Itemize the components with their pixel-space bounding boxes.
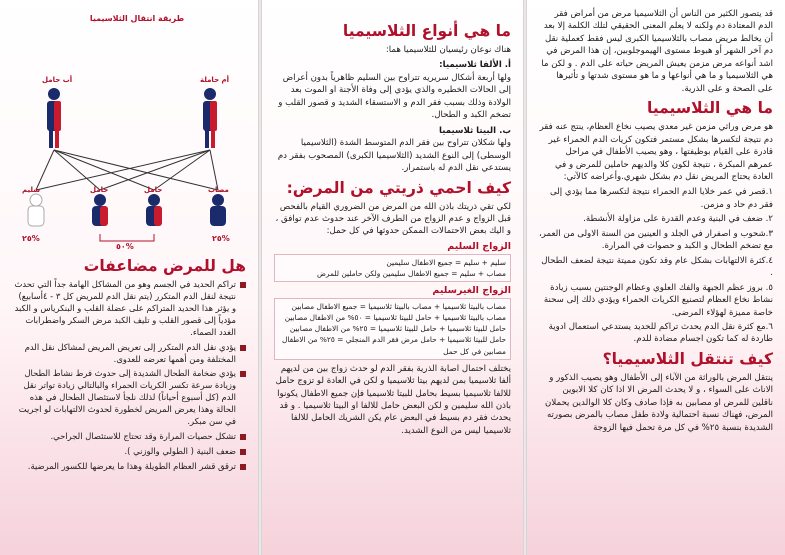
mother-figure bbox=[203, 88, 217, 148]
pct-healthy: ٢٥% bbox=[22, 234, 40, 243]
intro-text: قد يتصور الكثير من الناس أن الثلاسيميا مرض من أمراض فقر الدم المعتادة دم ولكنه لا يعلم المعنى الحقيقي لتلك الكلمة إلا بعد أن يخالط مريض مصاب بالثلاسيميا الكبرى ليس فقط كعملية نقل دم آخر الشهر أو هبوط مستوى الهيموجلوبين، إن هذا المرض في اشد أنواعه مرض مزمن يعيش المريض حياته على الدم . و لكن ما هي الثلاسيميا و ما هي أنواعها و ما هو مستوى شدتها و تأثيرها على الصحة و على الذرية. bbox=[541, 9, 773, 94]
father-label: أب حامل bbox=[42, 76, 73, 84]
beta-heading: ب. البيتا ثلاسيميا bbox=[438, 125, 511, 136]
middle-panel bbox=[262, 0, 523, 555]
father-figure bbox=[47, 88, 61, 148]
types-title: ما هي أنواع الثلاسيميا bbox=[342, 22, 511, 40]
unhealthy-marriage-box bbox=[274, 298, 511, 360]
child-healthy bbox=[28, 194, 44, 226]
what-is-title: ما هي الثلاسيميا bbox=[647, 99, 773, 118]
alpha-text: ولها أربعة أشكال سريريه تتراوح بين السليم ظاهرياً بدون أعراض إلى الحالات الخطيره والذي يؤدي إلى وفاة الأجنة او الموت بعد الولادة وذلك بسبب فقر الدم و الاستسقاء الشديد و قصور القلب و تضخم الكبد و الطحال. bbox=[278, 72, 511, 121]
inheritance-diagram bbox=[12, 8, 246, 253]
pct-carrier: ٥٠% bbox=[116, 242, 134, 251]
complications-title: هل للمرض مضاعفات bbox=[83, 257, 246, 275]
complication-item: تشكل حصيات المرارة وقد تحتاج للاستئصال الجراحي. bbox=[12, 431, 246, 443]
symptom-item: ٢. ضعف في البنية وعدم القدرة على مزاولة الأنشطة. bbox=[583, 214, 773, 225]
symptom-item: ٣.شحوب و اصفرار في الجلد و العينين من السنة الاولى من العمر، مع تضخم الطحال و الكبد و حصوات في المرارة. bbox=[539, 228, 773, 252]
unhealthy-line: مصاب بالبيتا ثلاسيميا + حامل للبيتا ثلاسيميا = ٥٠% من الاطفال مصابين bbox=[284, 313, 506, 323]
unhealthy-line: مصاب بالبيتا ثلاسيميا + مصاب بالبيتا ثلاسيميا = جميع الاطفال مصابين bbox=[291, 302, 506, 312]
transmission-text: ينتقل المرض بالوراثة من الآباء إلى الأطفال وهو يصيب الذكور و الاناث على السواء ، و لا يحدث المرض الا اذا كان كلا الابوين ناقلين للمرض او مصابين به فإذا صادف وكان كلا الوالدين يحملان المرض، فهناك نسبة احتمالية ولادة طفل مصاب بالمرض بصورته الشديدة بنسبة ٢٥% في كل مرة تحمل فيها الزوجة bbox=[545, 372, 773, 433]
protect-closing: يختلف احتمال اصابة الذرية بفقر الدم لو حدث زواج بين من لديهم ألفا ثلاسيميا بمن لديهم بيتا ثلاسيميا و لكن في العادة لو تزوج حامل للالفا ثلاسيميا بسيط بحامل للبيتا ثلاسيميا فإن جميع الاطفال يكونوا باذن الله سليمين و لكن البعض حامل للالفا او البيتا ثلاسيميا . و قد يحدث فقر دم بسيط في البعض عام يكن الشريك الحامل للالفا ثلاسيميا ليس من النوع الشديد. bbox=[275, 363, 511, 436]
what-is-text: هو مرض وراثي مزمن غير معدي يصيب نخاع العظام، ينتج عنه فقر دم نتيجة لتكسرها بشكل مستمر فتكون كريات الدم الحمراء غير قادرة على القيام بوظيفتها ، وهو يصيب الأطفال في مراحل عمرهم المبكرة ، نتيجة لكون كلا والديهم حاملين للمرض و في العادة يحتاج المريض نقل دم بشكل شهري.وأعراضه كالآتي: bbox=[539, 122, 773, 182]
healthy-marriage-heading: الزواج السليم bbox=[447, 240, 511, 252]
diagram-graphic bbox=[12, 8, 258, 253]
left-panel bbox=[0, 0, 258, 555]
healthy-line: مصاب + سليم = جميع الاطفال سليمين ولكن حاملين للمرض bbox=[316, 269, 506, 278]
healthy-line: سليم + سليم = جميع الاطفال سليمين bbox=[386, 257, 506, 267]
complication-item: ضعف البنية ( الطولي والوزني ). bbox=[12, 446, 246, 458]
pct-affected: ٢٥% bbox=[212, 234, 230, 243]
right-panel bbox=[527, 0, 785, 555]
protect-title: كيف احمي ذريتي من المرض: bbox=[286, 178, 511, 197]
child-label-3: حامل bbox=[144, 186, 163, 194]
unhealthy-marriage-heading: الزواج الغيرسليم bbox=[432, 285, 511, 297]
protect-text: لكي تقي ذريتك باذن الله من المرض من الضروري القيام بالفحص قبل الزواج و عدم الزواج من الطرف الآخر عند حدوث عدم توافق ، و اليك بعض الاحتمالات الممكن حدوثها في كل حمل: bbox=[275, 201, 511, 237]
beta-text: ولها شكلان تتراوح بين فقر الدم المتوسط الشدة (الثلاسيميا الوسطى) إلى النوع الشديد (الثلاسيميا الكبرى) المصحوب بفقر دم يستدعي نقل الدم له باستمرار. bbox=[277, 138, 511, 174]
symptom-item: ٥. بروز عظم الجبهة والفك العلوي وعظام الوجنتين بسبب زيادة نشاط نخاع العظام لتصنيع الكريات الحمراء ويؤدي ذلك إلى سحنة خاصة مميزة لهؤلاء المرضى. bbox=[543, 282, 773, 318]
symptom-item: ٦.مع كثرة نقل الدم يحدث تراكم للحديد يستدعي استعمال ادوية طاردة له كما تكون اجسام مضادة للدم. bbox=[548, 321, 773, 345]
complication-item: يؤدي ضخامة الطحال الشديدة إلى حدوث فرط نشاط الطحال وزيادة سرعة تكسر الكريات الحمراء والبالتالي زيادة تواتر نقل الدم (كل أسبوع أحياناً) لذلك نلجأ لاستئصال الطحال في هذه الحالة وهذا يعرض المريض لخطورة لحدوث الالتهابات لو اجريت في سن مبكر. bbox=[12, 368, 246, 428]
complication-item: ترقق قشر العظام الطويلة وهذا ما يعرضها للكسور المرضية. bbox=[12, 461, 246, 473]
child-label-2: حامل bbox=[90, 186, 109, 194]
unhealthy-line: حامل للبيتا ثلاسيميا + حامل للبيتا ثلاسيميا = ٢٥% من الاطفال مصابين bbox=[289, 324, 506, 334]
complication-item: يؤدي نقل الدم المتكرر إلى تعريض المريض لمشاكل نقل الدم المختلفة ومن أهمها تعرضه للعدوى. bbox=[12, 342, 246, 366]
types-intro: هناك نوعان رئيسيان للثلاسيميا هما: bbox=[385, 45, 511, 55]
mother-label: أم حاملة bbox=[200, 76, 230, 84]
symptom-item: ٤.كثرة الالتهابات بشكل عام وقد تكون مميتة نتيجة لضعف الطحال . bbox=[541, 255, 773, 279]
symptom-item: ١.قصر في عمر خلايا الدم الحمراء نتيجة لتكسرها مما يؤدي إلى فقر دم حاد و مزمن. bbox=[549, 187, 773, 210]
diagram-title: طريقة انتقال الثلاسيميا bbox=[89, 14, 185, 23]
complication-item: تراكم الحديد في الجسم وهو من المشاكل الهامة جداً التي تحدث نتيجة لنقل الدم المتكرر (يتم نقل الدم للمريض كل ٣ - ٤أسابيع) و يؤثر هذا الحديد المتراكم على عضلة القلب و البنكرياس و الكبد مؤدياً إلى قصور القلب و تليف الكبد مرض السكر واضطرابات الغدد الصماء. bbox=[12, 279, 246, 339]
child-label-4: مصاب bbox=[208, 186, 229, 194]
child-carrier-1 bbox=[92, 194, 108, 226]
child-label-1: سليم bbox=[22, 186, 41, 194]
inheritance-lines bbox=[36, 150, 218, 190]
alpha-heading: أ. الألفا ثلاسيميا: bbox=[439, 60, 511, 71]
child-affected bbox=[210, 194, 226, 226]
healthy-marriage-box bbox=[274, 254, 511, 282]
unhealthy-line: حامل للبيتا ثلاسيميا + حامل مرض فقر الدم المنجلي = ٢٥% من الاطفال مصابين في كل حمل bbox=[282, 335, 506, 356]
transmission-title: كيف تنتقل الثلاسيميا؟ bbox=[602, 349, 773, 368]
child-carrier-2 bbox=[146, 194, 162, 226]
